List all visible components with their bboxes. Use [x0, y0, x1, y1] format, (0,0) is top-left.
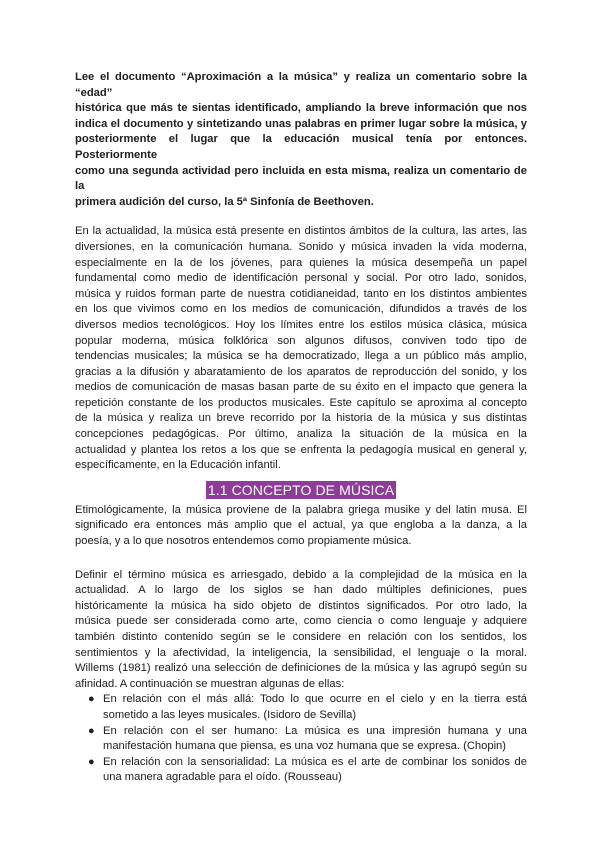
text-line: también distinto contenido según se le considere en relación con los sentidos, los — [75, 631, 527, 643]
text-line: específicamente, en la Educación infantil. — [75, 459, 281, 472]
text-line: Definir el término música es arriesgado, debido a la complejidad de la música en la — [75, 568, 527, 581]
text-line: de la música y realiza un breve recorrido por la historia de la música y sus distintas — [75, 412, 527, 425]
text-line: actualidad. A lo largo de los siglos se han dado múltiples definiciones, pues — [75, 584, 527, 597]
text-line: especialmente en la de los jóvenes, para quienes la música desempeña un papel — [75, 256, 527, 269]
list-item — [75, 755, 527, 786]
text-line: poesía, y a lo que nosotros entendemos como propiamente música. — [75, 535, 412, 548]
text-line: medios de comunicación de masas basan parte de su éxito en el impacto que genera la — [75, 381, 527, 394]
text-line: tendencias musicales; la música se ha democratizado, llega a un público más amplio, — [75, 350, 527, 363]
text-line: afinidad. A continuación se muestran algunas de ellas: — [75, 677, 345, 690]
bullet-icon: ● — [88, 755, 95, 768]
definition-paragraph — [75, 568, 527, 693]
text-line: Willems (1981) realizó una selección de definiciones de la música y las agrupó según su — [75, 662, 527, 675]
text-line: históricamente la música ha sido objeto de distintos significados. Por otro lado, la — [75, 599, 527, 612]
definitions-list — [75, 692, 527, 786]
section-heading-wrap — [75, 481, 527, 500]
text-line: gracias a la difusión y abaratamiento de los aparatos de reproducción del sonido, y los — [75, 365, 527, 378]
text-line: En la actualidad, la música está presente en distintos ámbitos de la cultura, las artes, las — [75, 225, 527, 238]
text-line: música y ruidos forman parte de nuestra cotidianeidad, tanto en los distintos ambientes — [75, 287, 527, 300]
text-line: concepciones pedagógicas. Por último, analiza la situación de la música en la — [75, 428, 527, 441]
bullet-icon: ● — [88, 724, 95, 737]
text-line: Lee el documento “Aproximación a la música” y realiza un comentario sobre la “edad” — [75, 71, 527, 99]
text-line: repetición constante de los productos musicales. Este capítulo se aproxima al concepto — [75, 396, 527, 409]
text-line: En relación con el más allá: Todo lo que ocurre en el cielo y en la tierra está — [103, 693, 527, 706]
text-line: diversos medios tecnológicos. Hoy los límites entre los estilos música clásica, música — [75, 318, 527, 331]
text-line: actualidad y plantea los retos a los que se enfrenta la pedagogía musical en general y, — [75, 443, 527, 456]
bullet-icon: ● — [88, 693, 95, 706]
text-line: fundamental como medio de identificación personal y social. Por otro lado, sonidos, — [75, 272, 527, 285]
text-line: manifestación humana que piensa, es una voz humana que se expresa. (Chopin) — [103, 740, 507, 753]
etymology-paragraph — [75, 503, 527, 550]
section-heading: 1.1 CONCEPTO DE MÚSICA — [207, 481, 395, 498]
text-line: sometido a las leyes musicales. (Isidoro de Sevilla) — [103, 708, 357, 721]
text-line: indica el documento y sintetizando unas palabras en primer lugar sobre la música, y — [75, 117, 527, 130]
intro-paragraph — [75, 224, 527, 474]
text-line: música puede ser considerada como arte, como ciencia o como lenguaje y adquiere — [75, 615, 527, 628]
text-line: popular moderna, música folklórica son algunos difusos, conviven todo tipo de — [75, 334, 527, 347]
text-line: En relación con el ser humano: La música es una impresión humana y una — [103, 724, 527, 737]
text-line: primera audición del curso, la 5ª Sinfonía de Beethoven. — [75, 195, 374, 208]
text-line: Etimológicamente, la música proviene de la palabra griega musike y del latin musa. El — [75, 503, 527, 516]
text-line: histórica que más te sientas identificado, ampliando la breve información que nos — [75, 102, 527, 115]
text-line: una manera agradable para el oído. (Rousseau) — [103, 771, 342, 784]
list-item — [75, 692, 527, 723]
text-line: posteriormente el lugar que la educación musical tenía por entonces. Posteriormente — [75, 133, 527, 161]
text-line: en los que vivimos como en los medios de comunicación, difundidos a través de los — [75, 303, 527, 316]
document-page — [75, 70, 527, 786]
text-line: En relación con la sensorialidad: La música es el arte de combinar los sonidos de — [103, 755, 527, 768]
text-line: significado era entonces más amplio que el actual, ya que engloba a la danza, a la — [75, 519, 527, 532]
list-item — [75, 724, 527, 755]
text-line: sentimientos y la afectividad, la inteligencia, la sensibilidad, el lenguaje o la moral. — [75, 646, 527, 659]
text-line: diversiones, en la comunicación humana. Sonido y música invaden la vida moderna, — [75, 240, 527, 253]
instructions-paragraph — [75, 70, 527, 210]
text-line: como una segunda actividad pero incluida en esta misma, realiza un comentario de la — [75, 164, 527, 193]
